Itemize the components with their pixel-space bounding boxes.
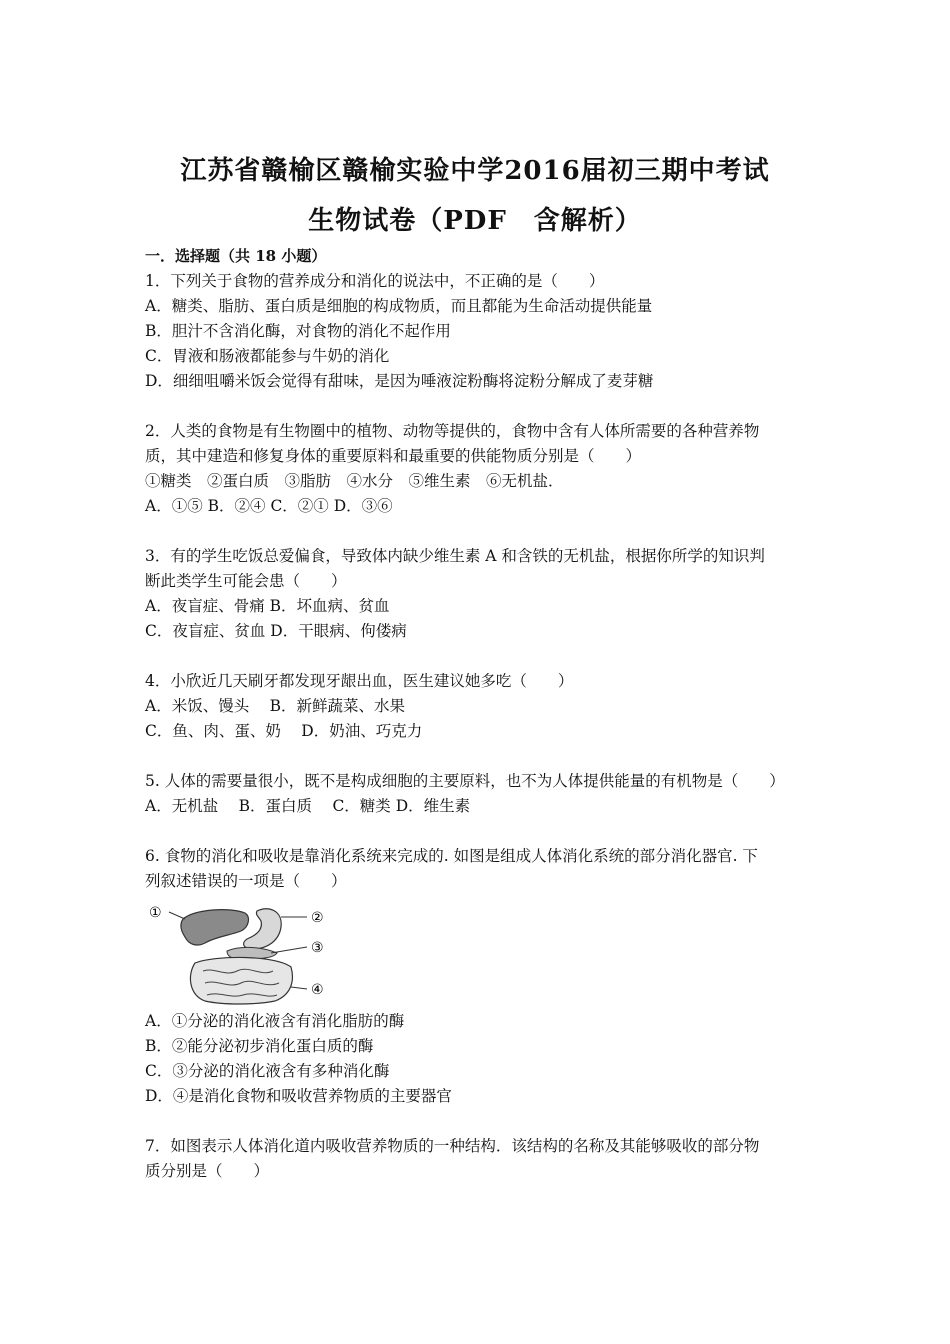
question-3-options-cd: C．夜盲症、贫血 D．干眼病、佝偻病	[145, 622, 407, 640]
question-3-stem-line-1: 3．有的学生吃饭总爱偏食，导致体内缺少维生素 A 和含铁的无机盐，根据你所学的知识判	[145, 547, 765, 565]
figure-label-2: ②	[311, 910, 324, 926]
exam-content	[145, 244, 810, 1184]
question-2-stem-line-2: 质，其中建造和修复身体的重要原料和最重要的供能物质分别是（ ）	[145, 447, 642, 465]
question-1-option-a: A．糖类、脂肪、蛋白质是细胞的构成物质，而且都能为生命活动提供能量	[145, 297, 653, 315]
question-1-stem: 1．下列关于食物的营养成分和消化的说法中，不正确的是（ ）	[145, 272, 605, 290]
question-6-option-c: C．③分泌的消化液含有多种消化酶	[145, 1062, 390, 1080]
question-5-options: A．无机盐 B．蛋白质 C．糖类 D．维生素	[145, 797, 471, 815]
question-7-stem-line-1: 7．如图表示人体消化道内吸收营养物质的一种结构．该结构的名称及其能够吸收的部分物	[145, 1137, 760, 1155]
question-1-option-d: D．细细咀嚼米饭会觉得有甜味，是因为唾液淀粉酶将淀粉分解成了麦芽糖	[145, 372, 654, 390]
figure-label-1: ①	[149, 905, 162, 921]
question-1-option-b: B．胆汁不含消化酶，对食物的消化不起作用	[145, 322, 451, 340]
question-6-option-d: D．④是消化食物和吸收营养物质的主要器官	[145, 1087, 452, 1105]
question-6	[145, 844, 810, 1109]
question-4-options-cd: C．鱼、肉、蛋、奶 D．奶油、巧克力	[145, 722, 423, 740]
question-6-option-b: B．②能分泌初步消化蛋白质的酶	[145, 1037, 374, 1055]
title-line-2: 生物试卷（PDF 含解析）	[308, 206, 642, 236]
question-5-stem: 5. 人体的需要量很小，既不是构成细胞的主要原料，也不为人体提供能量的有机物是（ ）	[145, 772, 785, 790]
figure-label-3: ③	[311, 940, 324, 956]
question-7	[145, 1134, 810, 1184]
question-2-stem-line-3: ①糖类 ②蛋白质 ③脂肪 ④水分 ⑤维生素 ⑥无机盐．	[145, 472, 564, 490]
question-1-option-c: C．胃液和肠液都能参与牛奶的消化	[145, 347, 390, 365]
question-2-options: A．①⑤ B．②④ C．②① D．③⑥	[145, 497, 393, 515]
figure-label-4: ④	[311, 982, 324, 998]
question-6-stem-line-2: 列叙述错误的一项是（ ）	[145, 872, 347, 890]
question-6-stem-line-1: 6. 食物的消化和吸收是靠消化系统来完成的. 如图是组成人体消化系统的部分消化器官. 下	[145, 847, 758, 865]
question-3-stem-line-2: 断此类学生可能会患（ ）	[145, 572, 347, 590]
question-7-stem-line-2: 质分别是（ ）	[145, 1162, 270, 1180]
question-6-option-a: A．①分泌的消化液含有消化脂肪的酶	[145, 1012, 405, 1030]
question-4-stem: 4．小欣近几天刷牙都发现牙龈出血，医生建议她多吃（ ）	[145, 672, 574, 690]
question-1	[145, 269, 810, 394]
digestive-organs-illustration	[145, 897, 345, 1007]
question-2	[145, 419, 810, 519]
title-line-1: 江苏省赣榆区赣榆实验中学2016届初三期中考试	[180, 156, 770, 186]
question-3	[145, 544, 810, 644]
digestive-system-figure	[145, 897, 345, 1007]
section-heading: 一．选择题（共 18 小题）	[145, 247, 327, 265]
question-5	[145, 769, 810, 819]
question-3-options-ab: A．夜盲症、骨痛 B．坏血病、贫血	[145, 597, 390, 615]
question-2-stem-line-1: 2．人类的食物是有生物圈中的植物、动物等提供的，食物中含有人体所需要的各种营养物	[145, 422, 760, 440]
question-4	[145, 669, 810, 744]
question-4-options-ab: A．米饭、馒头 B．新鲜蔬菜、水果	[145, 697, 406, 715]
